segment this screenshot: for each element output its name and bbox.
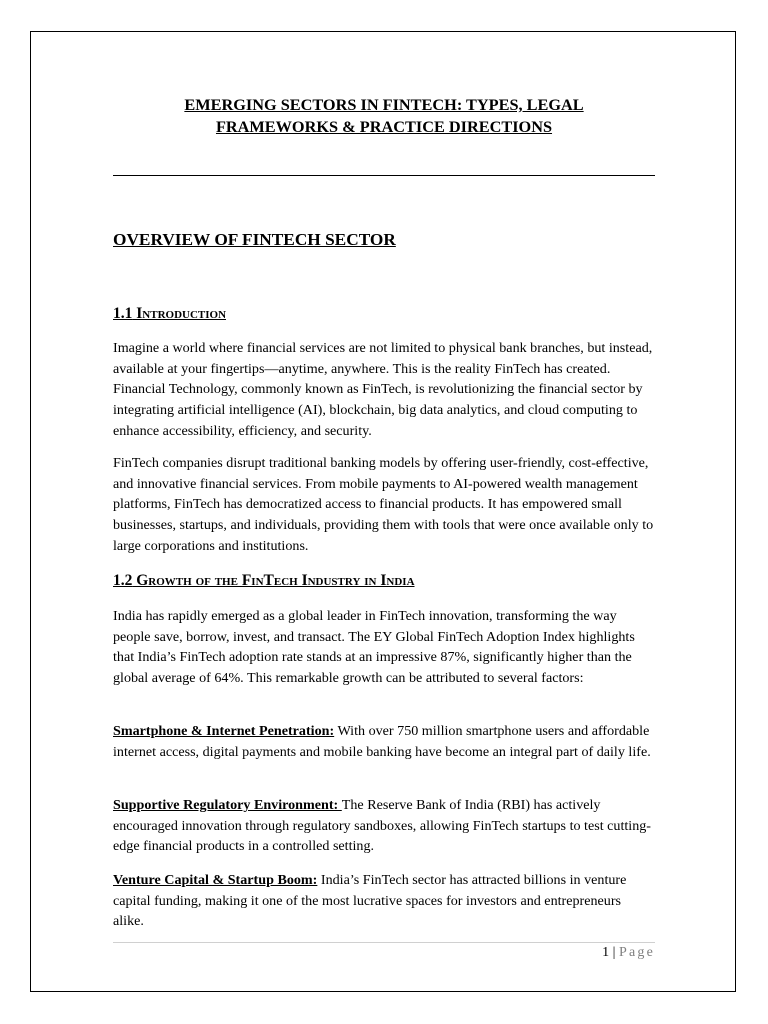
page-number: 1 [602,945,610,960]
factor-venture-capital [113,870,655,932]
subsection-title: Introduction [132,305,227,322]
subsection-number: 1.1 [113,305,133,322]
footer-separator: | [609,945,619,960]
subsection-heading-introduction [113,304,226,324]
subsection-title: Growth of the FinTech Industry in India [132,572,415,589]
footer-divider [113,942,655,943]
factor-text: India’s FinTech sector has attracted billions in venture capital funding, making it one of the most lucrative spaces for investors and entrepreneurs alike. [113,872,627,930]
paragraph-growth: India has rapidly emerged as a global leader in FinTech innovation, transforming the way people save, borrow, invest, and transact. The EY Global FinTech Adoption Index highlights that India’s FinTech adoption rate stands at an impressive 87%, significantly higher than the global average of 64%. This remarkable growth can be attributed to several factors: [113,608,635,687]
title-divider [113,175,655,176]
document-title [113,94,655,138]
title-line-2: FRAMEWORKS & PRACTICE DIRECTIONS [215,117,553,136]
factor-text: The Reserve Bank of India (RBI) has actively encouraged innovation through regulatory sandboxes, allowing FinTech startups to test cutting-edge financial products in a controlled setting. [113,797,651,855]
page-footer [602,944,655,962]
section-heading: OVERVIEW OF FINTECH SECTOR [113,230,396,249]
factor-text: With over 750 million smartphone users and affordable internet access, digital payments and mobile banking have become an integral part of daily life. [113,723,651,760]
factor-lead: Smartphone & Internet Penetration: [113,723,335,739]
factor-lead: Venture Capital & Startup Boom: [113,872,318,888]
factor-regulatory-environment [113,795,655,857]
factor-lead: Supportive Regulatory Environment: [113,797,342,813]
factor-smartphone-internet [113,721,655,762]
page-word: Page [618,945,655,960]
subsection-heading-growth [113,571,415,591]
paragraph-introduction-1: Imagine a world where financial services are not limited to physical bank branches, but instead, available at your fingertips—anytime, anywhere. This is the reality FinTech has created. Financial Technology, commonly known as FinTech, is revolutionizing the financial sector by integrating artificial intelligence (AI), blockchain, big data analytics, and cloud computing to enhance accessibility, efficiency, and security. [113,340,653,439]
title-line-1: EMERGING SECTORS IN FINTECH: TYPES, LEGAL [184,95,584,114]
paragraph-introduction-2: FinTech companies disrupt traditional banking models by offering user-friendly, cost-effective, and innovative financial services. From mobile payments to AI-powered wealth management platforms, FinTech has democratized access to financial products. It has empowered small businesses, startups, and individuals, providing them with tools that were once available only to large corporations and institutions. [113,455,654,554]
subsection-number: 1.2 [113,572,133,589]
